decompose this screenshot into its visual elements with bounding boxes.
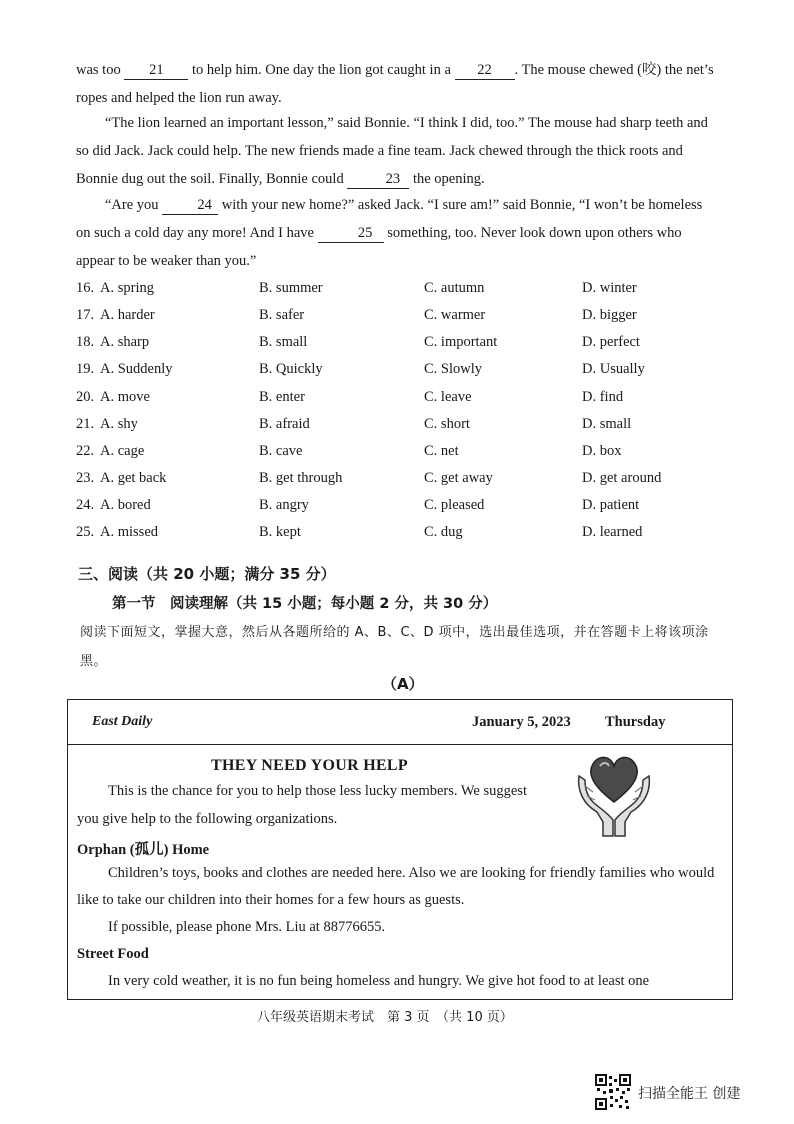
- page-footer: 八年级英语期末考试 第 3 页 （共 10 页）: [257, 1010, 513, 1025]
- org1-phone: If possible, please phone Mrs. Liu at 88776655.: [108, 919, 386, 935]
- blank-22: 22: [455, 61, 515, 80]
- cloze-text: “Are you: [105, 197, 163, 213]
- passage-label: （A）: [382, 675, 424, 693]
- cloze-text: was too: [76, 62, 125, 78]
- option-c: C. leave: [424, 389, 472, 405]
- option-b: B. angry: [259, 497, 309, 513]
- option-b: B. get through: [259, 470, 343, 486]
- question-number: 22.: [76, 443, 95, 459]
- question-number: 21.: [76, 416, 95, 432]
- question-number: 25.: [76, 524, 95, 540]
- section-subheading: 第一节 阅读理解（共 15 小题；每小题 2 分，共 30 分）: [112, 596, 498, 612]
- org1-title: Orphan (孤儿) Home: [77, 842, 210, 858]
- option-c: C. warmer: [424, 307, 486, 323]
- option-d: D. small: [582, 416, 632, 432]
- question-number: 24.: [76, 497, 95, 513]
- cloze-paragraph-2: [76, 109, 718, 193]
- option-c: C. get away: [424, 470, 493, 486]
- option-b: B. afraid: [259, 416, 310, 432]
- blank-21: 21: [124, 61, 188, 80]
- cloze-text: . The mouse chewed (咬) the net’s ropes and helped the lion run away.: [76, 62, 714, 106]
- option-d: D. learned: [582, 524, 643, 540]
- option-a: A. Suddenly: [100, 361, 173, 377]
- cloze-text: something, too. Never look down upon others who appear to be weaker than you.”: [76, 225, 682, 269]
- option-a: A. cage: [100, 443, 145, 459]
- cloze-text: the opening.: [409, 171, 485, 187]
- option-a: A. move: [100, 389, 150, 405]
- heart-in-hands-icon: [573, 746, 655, 838]
- newspaper-day: Thursday: [605, 714, 666, 730]
- newspaper-date: January 5, 2023: [472, 714, 571, 730]
- option-b: B. summer: [259, 280, 323, 296]
- newspaper-name: East Daily: [92, 714, 153, 729]
- org2-title: Street Food: [77, 946, 149, 962]
- option-c: C. pleased: [424, 497, 485, 513]
- option-c: C. important: [424, 334, 498, 350]
- cloze-text: with your new home?” asked Jack. “I sure am!” said Bonnie, “I won’t be homeless on such a cold day any more! And I have: [76, 197, 703, 241]
- option-d: D. winter: [582, 280, 637, 296]
- question-number: 20.: [76, 389, 95, 405]
- scanner-watermark: 扫描全能王 创建: [638, 1086, 741, 1102]
- option-d: D. find: [582, 389, 624, 405]
- newspaper-box: [67, 699, 733, 1000]
- option-d: D. Usually: [582, 361, 645, 377]
- question-number: 17.: [76, 307, 95, 323]
- question-number: 19.: [76, 361, 95, 377]
- cloze-paragraph-1: [76, 56, 718, 112]
- article-headline: THEY NEED YOUR HELP: [211, 757, 408, 774]
- option-c: C. autumn: [424, 280, 485, 296]
- option-b: B. kept: [259, 524, 301, 540]
- option-d: D. get around: [582, 470, 662, 486]
- option-b: B. enter: [259, 389, 305, 405]
- option-a: A. sharp: [100, 334, 150, 350]
- option-c: C. short: [424, 416, 470, 432]
- section-heading: 三、阅读（共 20 小题；满分 35 分）: [78, 565, 336, 583]
- option-d: D. bigger: [582, 307, 637, 323]
- option-a: A. get back: [100, 470, 167, 486]
- blank-24: 24: [162, 196, 218, 215]
- option-d: D. patient: [582, 497, 640, 513]
- option-c: C. Slowly: [424, 361, 483, 377]
- blank-25: 25: [318, 224, 384, 243]
- option-a: A. spring: [100, 280, 154, 296]
- intro-text: you give help to the following organizations.: [77, 811, 338, 827]
- option-b: B. safer: [259, 307, 305, 323]
- org2-text: In very cold weather, it is no fun being homeless and hungry. We give hot food to at least one: [108, 973, 650, 989]
- cloze-paragraph-3: [76, 191, 718, 275]
- org1-text: Children’s toys, books and clothes are needed here. Also we are looking for friendly families who would like to take our children into their homes for a few hours as guests.: [77, 865, 715, 908]
- option-d: D. perfect: [582, 334, 640, 350]
- option-a: A. missed: [100, 524, 158, 540]
- option-a: A. harder: [100, 307, 155, 323]
- option-a: A. shy: [100, 416, 138, 432]
- option-b: B. small: [259, 334, 308, 350]
- qr-code-icon: [595, 1074, 631, 1115]
- blank-23: 23: [347, 170, 409, 189]
- option-b: B. Quickly: [259, 361, 323, 377]
- intro-text: This is the chance for you to help those less lucky members. We suggest: [108, 783, 527, 799]
- cloze-text: to help him. One day the lion got caught in a: [188, 62, 455, 78]
- option-d: D. box: [582, 443, 622, 459]
- header-divider: [68, 744, 732, 745]
- question-number: 23.: [76, 470, 95, 486]
- option-a: A. bored: [100, 497, 151, 513]
- question-number: 18.: [76, 334, 95, 350]
- option-c: C. net: [424, 443, 459, 459]
- option-b: B. cave: [259, 443, 303, 459]
- cloze-text: “The lion learned an important lesson,” said Bonnie. “I think I did, too.” The mouse had sharp teeth and so did Jack. Jack could help. The new friends made a fine team. Jack chewed through the thick roots and Bonnie dug out the soil. Finally, Bonnie could: [76, 115, 708, 187]
- instructions: 阅读下面短文，掌握大意，然后从各题所给的 A、B、C、D 项中，选出最佳选项，并在答题卡上将该项涂黑。: [80, 625, 709, 669]
- question-number: 16.: [76, 280, 95, 296]
- option-c: C. dug: [424, 524, 463, 540]
